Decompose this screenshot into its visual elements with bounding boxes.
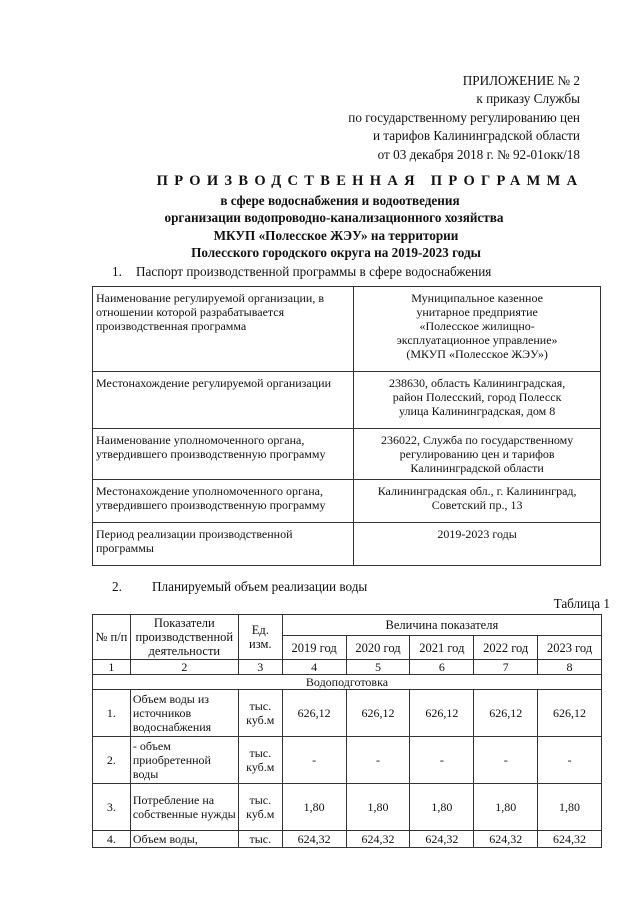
row-value: 624,32: [474, 831, 538, 848]
document-title: [0, 170, 640, 262]
value-line: (МКУП «Полесское ЖЭУ»): [406, 347, 548, 361]
header-indicator: Показатели производственной деятельности: [130, 615, 238, 660]
section-text: Паспорт производственной программы в сфере водоснабжения: [136, 264, 492, 279]
section-1-heading: [112, 264, 491, 280]
value-line: регулированию цен и тарифов: [399, 447, 555, 461]
row-num: 4.: [93, 831, 131, 848]
row-value: -: [346, 737, 410, 784]
row-value: 626,12: [282, 690, 346, 737]
row-indicator: Объем воды,: [130, 831, 238, 848]
section-title: Водоподготовка: [93, 675, 602, 690]
row-unit: тыс. куб.м: [238, 737, 282, 784]
passport-value: [354, 429, 601, 480]
row-value: 624,32: [282, 831, 346, 848]
table-caption: Таблица 1: [553, 596, 610, 611]
row-value: -: [282, 737, 346, 784]
row-value: -: [538, 737, 602, 784]
column-number: 4: [282, 660, 346, 675]
title-main: ПРОИЗВОДСТВЕННАЯ ПРОГРАММА: [156, 173, 584, 189]
passport-label: Местонахождение уполномоченного органа, утвердившего производственную программу: [93, 480, 354, 523]
column-number: 5: [346, 660, 410, 675]
row-value: 626,12: [346, 690, 410, 737]
header-num: № п/п: [93, 615, 131, 660]
row-value: -: [474, 737, 538, 784]
value-line: 2019-2023 годы: [437, 527, 517, 541]
table-row: [93, 690, 602, 737]
row-value: 624,32: [538, 831, 602, 848]
section-number: 1.: [112, 264, 122, 279]
header-year: 2019 год: [282, 636, 346, 660]
row-num: 3.: [93, 784, 131, 831]
column-number: 7: [474, 660, 538, 675]
passport-label: Местонахождение регулируемой организации: [93, 372, 354, 429]
annex-line: по государственному регулированию цен: [348, 109, 580, 125]
section-text: Планируемый объем реализации воды: [152, 579, 368, 594]
row-value: 624,32: [346, 831, 410, 848]
header-year: 2023 год: [538, 636, 602, 660]
table-row: [93, 737, 602, 784]
table-row: [93, 784, 602, 831]
value-line: Калининградской области: [410, 461, 544, 475]
section-2-heading: [112, 579, 367, 595]
column-number-row: [93, 660, 602, 675]
row-value: 1,80: [346, 784, 410, 831]
section-number: 2.: [112, 579, 122, 594]
row-value: 1,80: [538, 784, 602, 831]
row-value: 626,12: [538, 690, 602, 737]
section-row: [93, 675, 602, 690]
passport-value: [354, 480, 601, 523]
header-value: Величина показателя: [282, 615, 601, 636]
title-subline: в сфере водоснабжения и водоотведения: [220, 193, 460, 208]
annex-title: ПРИЛОЖЕНИЕ № 2: [462, 73, 580, 88]
title-subline: МКУП «Полесское ЖЭУ» на территории: [213, 227, 459, 243]
row-value: 1,80: [282, 784, 346, 831]
value-line: унитарное предприятие: [416, 305, 538, 319]
annex-line: и тарифов Калининградской области: [372, 128, 580, 144]
row-num: 1.: [93, 690, 131, 737]
value-line: Советский пр., 13: [431, 498, 523, 512]
passport-table: [92, 286, 601, 566]
row-num: 2.: [93, 737, 131, 784]
table-row: [93, 429, 601, 480]
annex-header: [270, 72, 580, 164]
row-indicator: Объем воды из источников водоснабжения: [130, 690, 238, 737]
value-line: 238630, область Калининградская,: [388, 376, 566, 390]
row-value: 1,80: [474, 784, 538, 831]
table-row: [93, 287, 601, 372]
passport-label: Период реализации производственной программы: [93, 523, 354, 566]
value-line: улица Калининградская, дом 8: [398, 404, 556, 418]
table-row: [93, 523, 601, 566]
header-year: 2021 год: [410, 636, 474, 660]
passport-label: Наименование уполномоченного органа, утвердившего производственную программу: [93, 429, 354, 480]
header-unit: Ед. изм.: [238, 615, 282, 660]
annex-line: от 03 декабря 2018 г. № 92-01окк/18: [377, 146, 580, 162]
row-value: -: [410, 737, 474, 784]
table-row: [93, 480, 601, 523]
row-unit: тыс. куб.м: [238, 690, 282, 737]
row-value: 626,12: [410, 690, 474, 737]
row-indicator: - объем приобретенной воды: [130, 737, 238, 784]
title-subline: организации водопроводно-канализационного хозяйства: [164, 210, 504, 226]
table-row: [93, 372, 601, 429]
row-value: 1,80: [410, 784, 474, 831]
row-indicator: Потребление на собственные нужды: [130, 784, 238, 831]
row-unit: тыс.: [238, 831, 282, 848]
value-line: Муниципальное казенное: [411, 291, 543, 305]
row-value: 626,12: [474, 690, 538, 737]
header-year: 2020 год: [346, 636, 410, 660]
row-unit: тыс. куб.м: [238, 784, 282, 831]
value-line: Калининградская обл., г. Калининград,: [377, 484, 577, 498]
value-line: район Полесский, город Полесск: [392, 390, 562, 404]
column-number: 8: [538, 660, 602, 675]
column-number: 6: [410, 660, 474, 675]
value-line: «Полесское жилищно-: [419, 319, 535, 333]
passport-value: [354, 523, 601, 566]
passport-label: Наименование регулируемой организации, в отношении которой разрабатывается производственная программа: [93, 287, 354, 372]
value-line: 236022, Служба по государственному: [380, 433, 574, 447]
header-row: [93, 615, 602, 636]
table-row: [93, 831, 602, 848]
header-year: 2022 год: [474, 636, 538, 660]
row-value: 624,32: [410, 831, 474, 848]
column-number: 2: [130, 660, 238, 675]
column-number: 3: [238, 660, 282, 675]
passport-value: [354, 372, 601, 429]
value-line: эксплуатационное управление»: [396, 333, 558, 347]
column-number: 1: [93, 660, 131, 675]
title-subline: Полесского городского округа на 2019-2023 годы: [191, 245, 481, 261]
annex-line: к приказу Службы: [476, 91, 580, 107]
water-volume-table: [92, 614, 602, 848]
passport-value: [354, 287, 601, 372]
